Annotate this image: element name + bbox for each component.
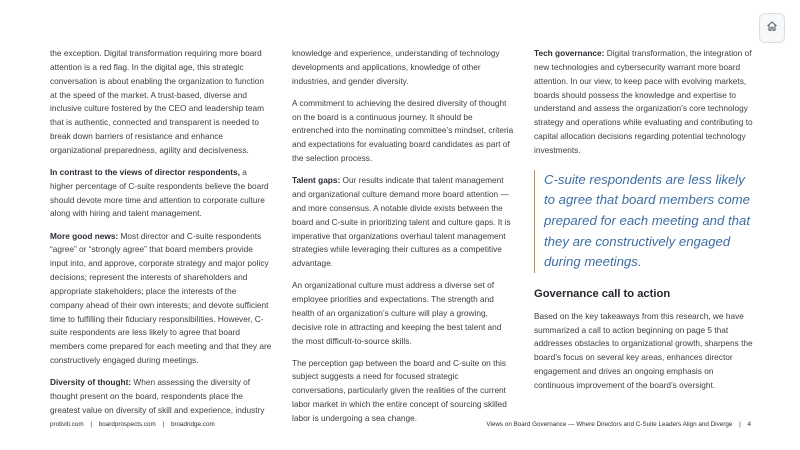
footer-link-boardprospects[interactable]: boardprospects.com	[98, 421, 156, 428]
text-column-3	[534, 47, 754, 401]
section-heading: Governance call to action	[534, 287, 671, 300]
paragraph-lead: More good news:	[50, 230, 119, 241]
text-column-1	[50, 47, 272, 426]
paragraph-text: Digital transformation, the integration of new technologies and cybersecurity warrant more board attention. In our view, to keep pace with evolving markets, boards should possess the knowledge and expertise to understand and assess the organization’s core technology strategy and operations while evaluating and contributing to capital allocation decisions regarding potential technology investments.	[534, 48, 753, 155]
paragraph	[50, 230, 272, 368]
pull-quote: C-suite respondents are less likely to agree that board members come prepared for each meeting and that they are constructively engaged during meetings.	[534, 170, 754, 273]
text-column-2	[292, 47, 514, 434]
paragraph-lead: Diversity of thought:	[50, 377, 132, 388]
home-icon	[766, 19, 778, 37]
footer-link-protiviti[interactable]: protiviti.com	[50, 421, 84, 428]
paragraph	[292, 174, 514, 271]
footer-separator: |	[162, 421, 165, 428]
paragraph-text: Most director and C-suite respondents “agree” or “strongly agree” that board members provide input into, and approve, corporate strategy and major policy decisions; represent the interests of shareholders and appropriate stakeholders; place the interests of the company ahead of their own interests; and devote sufficient time to fulfilling their fiduciary responsibilities. However, C-suite respondents are less likely to agree that board members come prepared for each meeting and that they are constructively engaged during meetings.	[50, 230, 272, 366]
footer-links	[50, 421, 215, 429]
paragraph-lead: Talent gaps:	[292, 175, 341, 186]
paragraph: Based on the key takeaways from this research, we have summarized a call to action beginning on page 5 that addresses obstacles to organizational growth, sharpens the board’s focus on several key areas, enhances director engagement and drives an ongoing emphasis on continuous improvement of the board’s oversight.	[534, 310, 753, 390]
paragraph-text: a higher percentage of C-suite respondents believe the board should devote more time and attention to corporate culture along with hiring and talent management.	[50, 166, 269, 219]
footer-separator: |	[739, 421, 741, 428]
page-number: 4	[747, 421, 751, 428]
paragraph	[50, 376, 272, 418]
paragraph: A commitment to achieving the desired diversity of thought on the board is a continuous journey. It should be entrenched into the nominating committee’s mindset, criteria and expectations for evaluating board candidates as part of the selection process.	[292, 97, 514, 164]
paragraph: knowledge and experience, understanding of technology developments and applications, knowledge of other industries, and gender diversity.	[292, 48, 500, 86]
paragraph-text: Our results indicate that talent management and organizational culture demand more board attention — and more consensus. A notable divide exists between the board and C-suite in prioritizing talent and culture gaps. It is imperative that organizations overhaul talent management strategies while leveraging their cultures as a competitive advantage.	[292, 175, 511, 269]
paragraph: The perception gap between the board and C-suite on this subject suggests a need for focused strategic conversations, particularly given the realities of the current labor market in which the entire concept of sourcing skilled labor is undergoing a sea change.	[292, 357, 507, 423]
home-button[interactable]	[759, 13, 785, 43]
paragraph-text: When assessing the diversity of thought present on the board, respondents place the greatest value on diversity of skill and experience, industry	[50, 377, 265, 415]
paragraph-lead: In contrast to the views of director respondents,	[50, 166, 240, 177]
report-title: Views on Board Governance — Where Directors and C-Suite Leaders Align and Diverge	[486, 421, 733, 428]
paragraph: An organizational culture must address a diverse set of employee priorities and expectations. The strength and health of an organization’s culture will play a growing, decisive role in attracting and keeping the best talent and the most difficult-to-source skills.	[292, 280, 502, 346]
paragraph-lead: Tech governance:	[534, 48, 605, 58]
footer-separator: |	[90, 421, 92, 428]
paragraph: the exception. Digital transformation requiring more board attention is a red flag. In the digital age, this strategic conversation is about enabling the organization to function at the speed of the market. A trust-based, diverse and inclusive culture fostered by the CEO and leadership team that is authentic, connected and transparent is needed to break down barriers of resistance and enhance organizational preparedness, agility and decisiveness.	[50, 48, 265, 155]
paragraph	[50, 166, 272, 221]
footer-link-broadridge[interactable]: broadridge.com	[170, 421, 215, 428]
paragraph	[534, 47, 754, 158]
footer-title	[486, 421, 751, 429]
